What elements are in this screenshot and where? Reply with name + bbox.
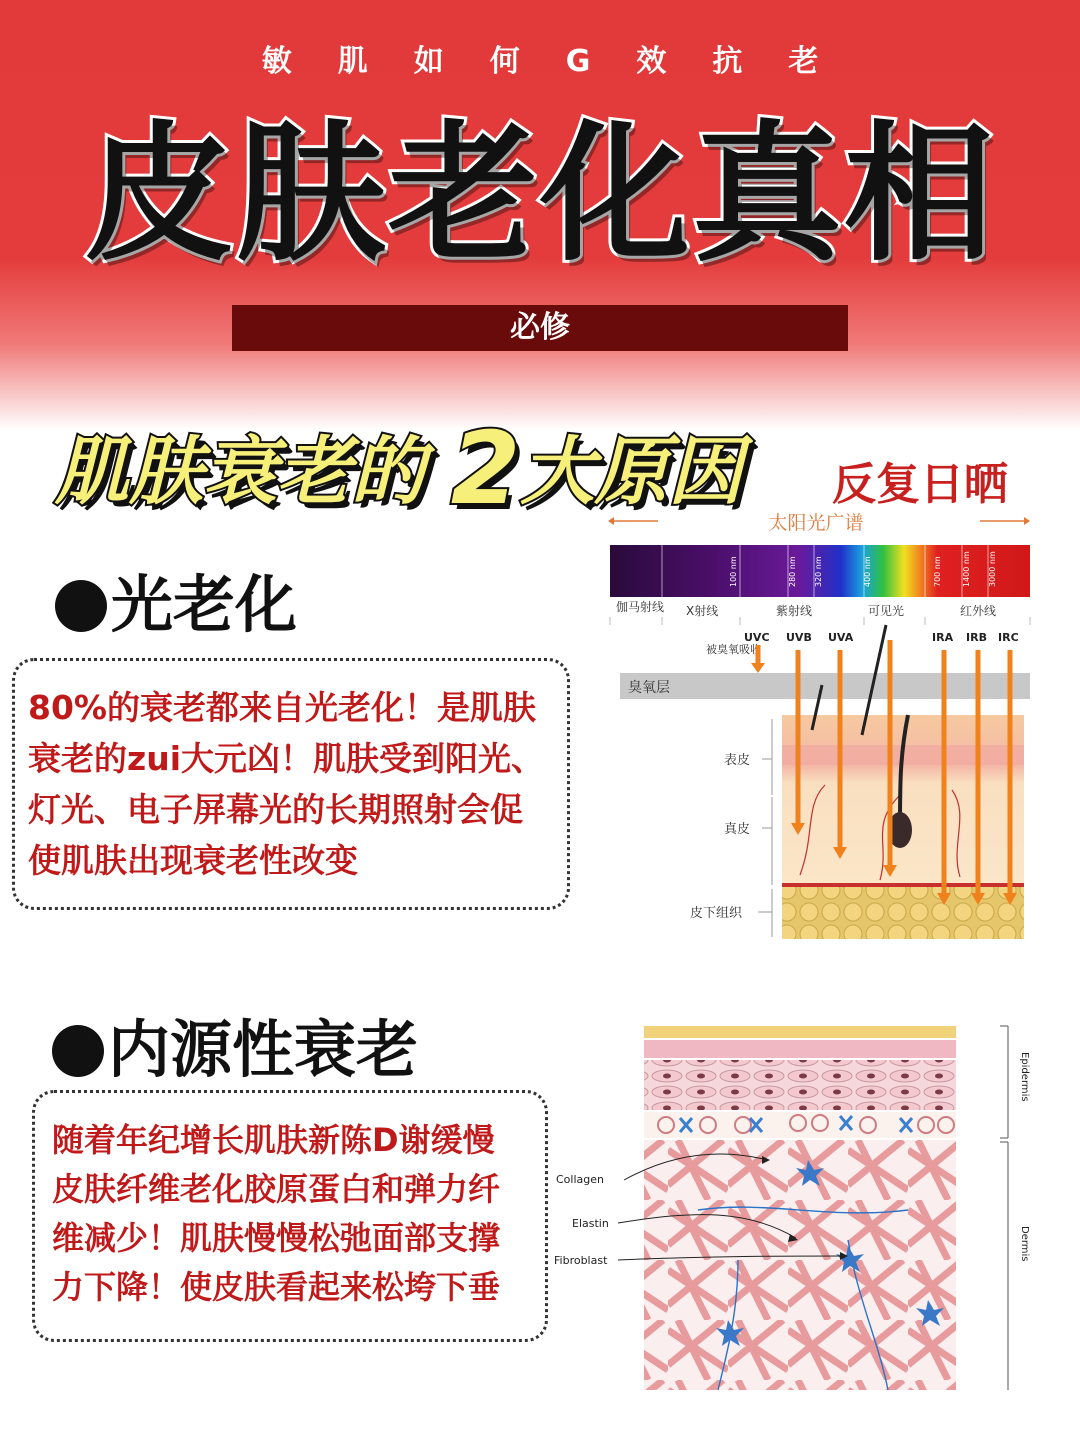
ray-label-irc: IRC: [998, 631, 1019, 644]
intrinsic-text: [52, 1116, 500, 1312]
page-title: 皮肤老化真相: [83, 108, 996, 282]
kicker-char: 效: [636, 44, 667, 79]
band-label: 可见光: [868, 604, 905, 618]
kicker-text: [0, 36, 1080, 80]
section-photoaging-heading: [55, 555, 297, 644]
wavelength-label: 280 nm: [788, 556, 797, 587]
ozone-absorbed-note: 被臭氧吸收: [706, 643, 761, 656]
ray-label-uvc: UVC: [744, 631, 770, 644]
dermis-fibers: [644, 1140, 956, 1390]
reasons-prefix: 肌肤衰老的: [55, 429, 425, 515]
band-label: 伽马射线: [616, 600, 665, 614]
wavelength-label: 100 nm: [729, 556, 738, 587]
wavelength-label: 320 nm: [814, 556, 823, 587]
sun-spectrum-diagram: [600, 505, 1040, 945]
kicker-char: 何: [489, 44, 520, 79]
band-label: 红外线: [960, 604, 997, 618]
ray-label-uvb: UVB: [786, 631, 812, 644]
bullet-icon: [52, 1025, 104, 1077]
dermis-label: Dermis: [1019, 1226, 1030, 1262]
layer-label-subcutis: 皮下组织: [690, 906, 743, 921]
skin-structure-diagram: [548, 1020, 1048, 1400]
wavelength-label: 400 nm: [863, 556, 872, 587]
kicker-char: G: [565, 44, 591, 79]
collagen-label: Collagen: [556, 1173, 604, 1186]
kicker-char: 如: [413, 44, 444, 79]
layer-label-epidermis: 表皮: [724, 753, 751, 768]
reasons-number: 2: [450, 410, 521, 527]
wavelength-label: 1400 nm: [962, 551, 971, 587]
wavelength-label: 700 nm: [933, 556, 942, 587]
photoaging-line: 衰老的zui大元凶！肌肤受到阳光、: [28, 739, 545, 778]
intrinsic-line: 随着年纪增长肌肤新陈D谢缓慢: [52, 1121, 495, 1159]
photoaging-line: 80%的衰老都来自光老化！是肌肤: [28, 688, 536, 727]
fibroblast-label: Fibroblast: [554, 1254, 608, 1267]
elastin-label: Elastin: [572, 1217, 609, 1230]
kicker-char: 肌: [337, 44, 368, 79]
epidermis-cells: [644, 1060, 956, 1110]
band-label: X射线: [686, 604, 719, 618]
photoaging-line: 使肌肤出现衰老性改变: [28, 841, 358, 880]
kicker-char: 老: [788, 44, 819, 79]
photoaging-text: [28, 682, 544, 886]
section-intrinsic-heading: [52, 1000, 418, 1089]
reasons-suffix: 大原因: [520, 429, 743, 515]
bullet-icon: [55, 580, 107, 632]
must-read-banner: 必修: [232, 305, 848, 351]
kicker-char: 抗: [712, 44, 743, 79]
section-photoaging-title: 光老化: [111, 568, 298, 641]
spectrum-title: 太阳光广谱: [768, 512, 864, 534]
section-intrinsic-title: 内源性衰老: [108, 1013, 419, 1086]
wavelength-label: 3000 nm: [988, 551, 997, 587]
sun-exposure-label: 反复日晒: [832, 459, 1008, 510]
photoaging-line: 灯光、电子屏幕光的长期照射会促: [28, 790, 523, 829]
ray-label-ira: IRA: [932, 631, 954, 644]
ray-label-uva: UVA: [828, 631, 854, 644]
band-label: 紫射线: [776, 604, 813, 618]
kicker-char: 敏: [261, 44, 292, 79]
subcutaneous-fat: [782, 887, 1024, 939]
right-arrowhead-icon: [1024, 517, 1030, 525]
epidermis-label: Epidermis: [1019, 1052, 1030, 1102]
intrinsic-line: 力下降！使皮肤看起来松垮下垂: [52, 1268, 501, 1306]
ozone-layer: [620, 673, 1030, 699]
ozone-layer-label: 臭氧层: [628, 680, 670, 696]
layer-label-dermis: 真皮: [724, 822, 751, 837]
intrinsic-line: 皮肤纤维老化胶原蛋白和弹力纤: [52, 1170, 501, 1208]
left-arrowhead-icon: [608, 517, 614, 525]
ray-label-irb: IRB: [966, 631, 987, 644]
stratum-corneum: [644, 1026, 956, 1038]
intrinsic-line: 维减少！肌肤慢慢松弛面部支撑: [52, 1219, 501, 1257]
